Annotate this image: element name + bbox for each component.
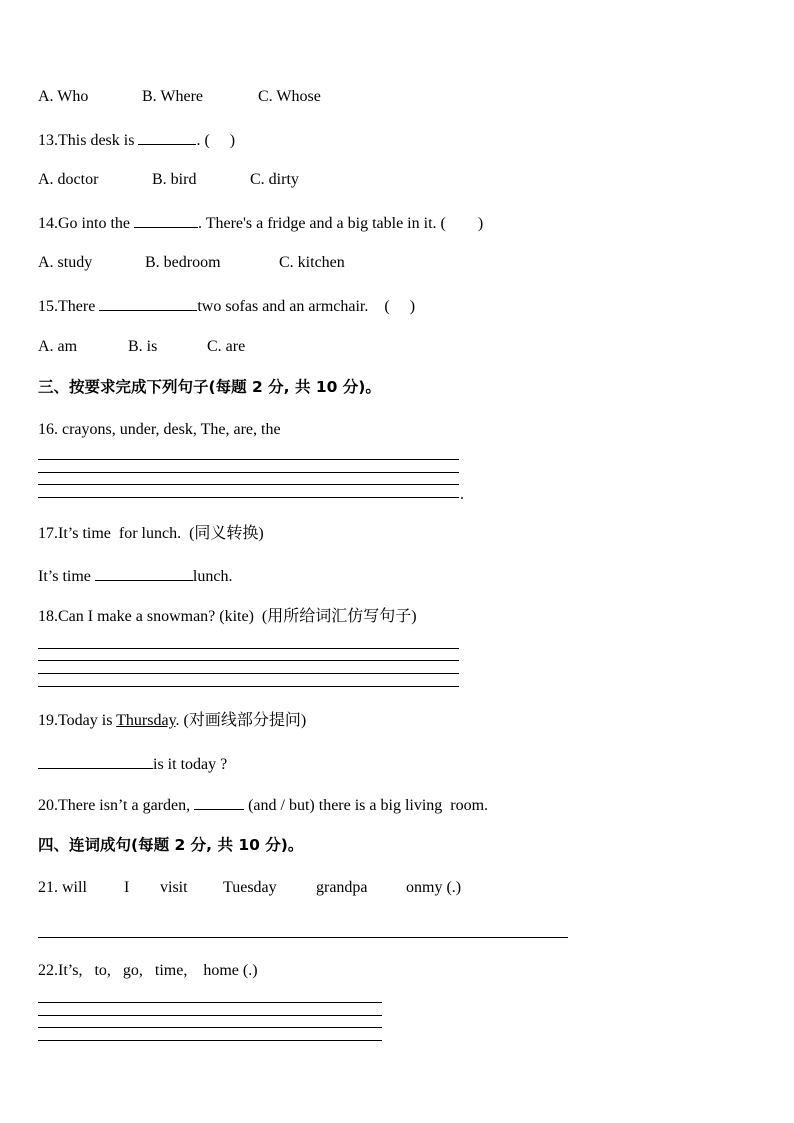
q13-option-a: A. doctor (38, 171, 99, 188)
q15-text-before: 15.There (38, 298, 100, 315)
q22-answer-line-1[interactable] (38, 1002, 382, 1003)
q14-text-before: 14.Go into the (38, 215, 134, 232)
question-18: 18.Can I make a snowman? (kite) (用所给词汇仿写句子) (38, 608, 417, 625)
q15-answer-blank[interactable] (99, 295, 197, 311)
q19-answer-blank[interactable] (38, 753, 153, 769)
q14-options (38, 253, 438, 333)
q14-option-a: A. study (38, 254, 93, 271)
question-22: 22.It’s, to, go, time, home (.) (38, 962, 258, 979)
q20-answer-blank[interactable] (194, 794, 244, 810)
q15-text-after: two sofas and an armchair. ( ) (197, 298, 416, 315)
question-20 (38, 794, 488, 816)
q19-text-before: 19.Today is (38, 712, 117, 729)
q13-option-b: B. bird (152, 171, 197, 188)
question-17: 17.It’s time for lunch. (同义转换) (38, 525, 264, 542)
q21-word-1: 21. will (38, 879, 87, 896)
q12-option-c: C. Whose (258, 88, 321, 105)
q13-text-after: . ( ) (196, 132, 236, 149)
q16-answer-line-4[interactable] (38, 497, 459, 498)
question-21 (38, 878, 518, 1018)
q21-word-5: grandpa (316, 879, 368, 896)
question-13 (38, 129, 235, 151)
q19-underlined-word: Thursday (116, 712, 176, 729)
q21-word-6: onmy (.) (406, 879, 462, 896)
q12-option-b: B. Where (142, 88, 204, 105)
q15-option-a: A. am (38, 338, 78, 355)
q19-text-after: . (对画线部分提问) (175, 712, 307, 729)
q14-option-b: B. bedroom (145, 254, 221, 271)
q14-answer-blank[interactable] (134, 212, 198, 228)
question-14 (38, 212, 483, 234)
q19-answer-after: is it today ? (153, 756, 228, 773)
q17-answer (38, 565, 232, 587)
q16-answer-line-3[interactable] (38, 484, 459, 485)
q13-answer-blank[interactable] (138, 129, 196, 145)
q22-answer-line-2[interactable] (38, 1015, 382, 1016)
q21-answer-line[interactable] (38, 937, 568, 938)
q21-word-2: I (124, 879, 130, 896)
q21-word-3: visit (160, 879, 188, 896)
q18-answer-line-3[interactable] (38, 673, 459, 674)
q16-answer-line-1[interactable] (38, 459, 459, 460)
question-19 (38, 711, 306, 731)
q14-option-c: C. kitchen (279, 254, 345, 271)
q13-text-before: 13.This desk is (38, 132, 139, 149)
q17-answer-blank[interactable] (95, 565, 193, 581)
q18-answer-line-1[interactable] (38, 648, 459, 649)
q22-answer-line-3[interactable] (38, 1027, 382, 1028)
q17-answer-after: lunch. (192, 568, 233, 585)
q13-option-c: C. dirty (250, 171, 299, 188)
question-15 (38, 295, 415, 317)
q16-end-mark: . (460, 486, 464, 503)
question-16: 16. crayons, under, desk, The, are, the (38, 421, 281, 438)
q22-answer-line-4[interactable] (38, 1040, 382, 1041)
q15-option-c: C. are (207, 338, 246, 355)
q19-answer (38, 753, 227, 775)
q20-text-after: (and / but) there is a big living room. (244, 797, 489, 814)
q12-option-a: A. Who (38, 88, 89, 105)
q16-answer-line-2[interactable] (38, 472, 459, 473)
q15-option-b: B. is (128, 338, 158, 355)
q17-answer-before: It’s time (38, 568, 95, 585)
q13-options (38, 170, 438, 250)
q18-answer-line-2[interactable] (38, 660, 459, 661)
section-3-heading: 三、按要求完成下列句子(每题 2 分, 共 10 分)。 (38, 378, 381, 396)
q14-text-after: . There's a fridge and a big table in it. ( ) (198, 215, 484, 232)
q12-options (38, 87, 438, 167)
q20-text-before: 20.There isn’t a garden, (38, 797, 195, 814)
q21-word-4: Tuesday (223, 879, 277, 896)
section-4-heading: 四、连词成句(每题 2 分, 共 10 分)。 (38, 836, 304, 854)
q18-answer-line-4[interactable] (38, 686, 459, 687)
